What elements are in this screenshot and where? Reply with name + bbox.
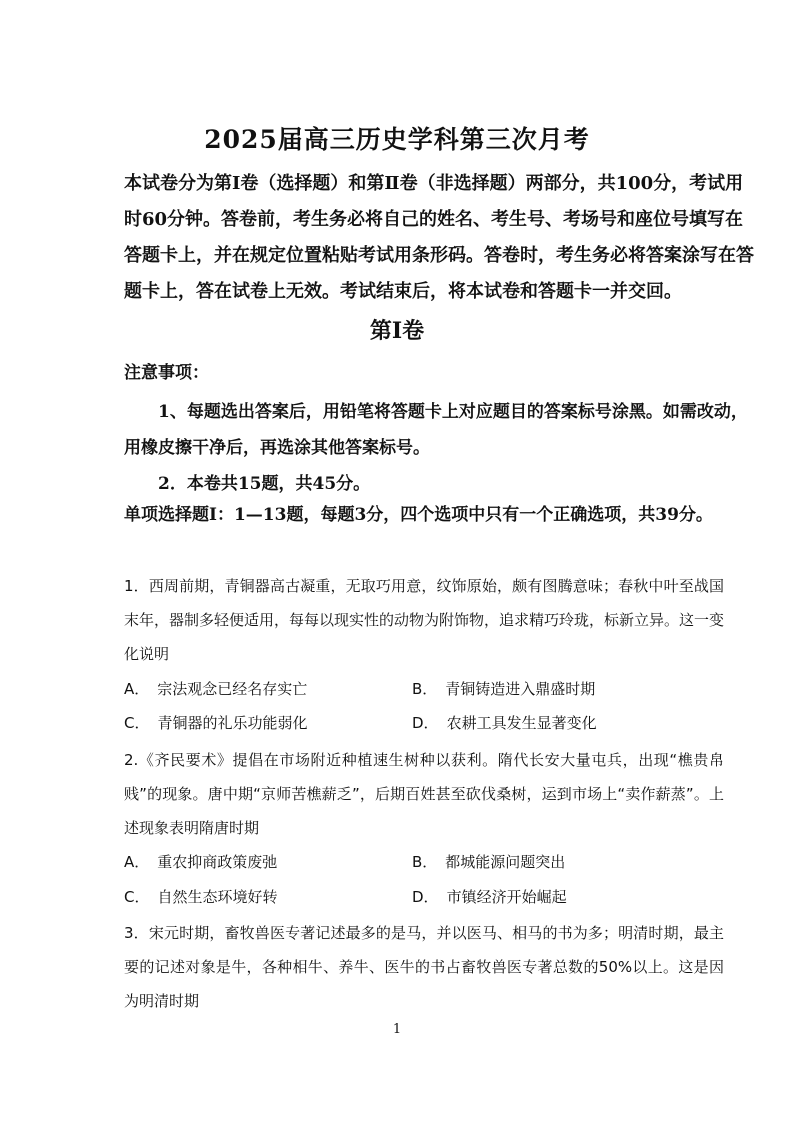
option-letter: C． (124, 714, 150, 732)
option-text: 农耕工具发生显著变化 (446, 714, 597, 732)
part-heading: 单项选择题Ⅰ：1—13题，每题3分，四个选项中只有一个正确选项，共39分。 (124, 505, 713, 525)
answer-option-b (412, 850, 565, 874)
option-text: 青铜器的礼乐功能弱化 (157, 714, 308, 732)
notice-item: 2．本卷共15题，共45分。 (158, 474, 371, 494)
option-text: 自然生态环境好转 (157, 888, 278, 906)
answer-option-d (412, 711, 597, 735)
option-text: 市镇经济开始崛起 (446, 888, 567, 906)
option-letter: D． (412, 888, 439, 906)
answer-option-a (124, 850, 277, 874)
question-stem: 3．宋元时期，畜牧兽医专著记述最多的是马，并以医马、相马的书为多；明清时期，最主要的记述对象是牛，各种相牛、养牛、医牛的书占畜牧兽医专著总数的50%以上。这是因为明清时期 (124, 924, 725, 1010)
answer-option-a (124, 677, 307, 701)
answer-option-b (412, 677, 595, 701)
exam-title: 2025届高三历史学科第三次月考 (204, 125, 590, 154)
question-stem: 2.《齐民要术》提倡在市场附近种植速生树种以获利。隋代长安大量屯兵，出现“樵贵帛贱”的现象。唐中期“京师苦樵薪乏”，后期百姓甚至砍伐桑树，运到市场上“卖作薪蒸”。上述现象表明隋唐时期 (124, 751, 724, 837)
exam-instructions: 本试卷分为第Ⅰ卷（选择题）和第Ⅱ卷（非选择题）两部分，共100分，考试用时60分钟。答卷前，考生务必将自己的姓名、考生号、考场号和座位号填写在答题卡上，并在规定位置粘贴考试用条形码。答卷时，考生务必将答案涂写在答题卡上，答在试卷上无效。考试结束后，将本试卷和答题卡一并交回。 (124, 173, 754, 302)
question-stem: 1．西周前期，青铜器高古凝重，无取巧用意，纹饰原始，颇有图腾意味；春秋中叶至战国末年，器制多轻便适用，每每以现实性的动物为附饰物，追求精巧玲珑，标新立异。这一变化说明 (124, 577, 725, 663)
option-letter: B． (412, 853, 438, 871)
option-text: 重农抑商政策废弛 (157, 853, 278, 871)
option-text: 宗法观念已经名存实亡 (157, 680, 308, 698)
option-text: 都城能源问题突出 (445, 853, 566, 871)
option-letter: A． (124, 680, 150, 698)
answer-option-c (124, 885, 278, 909)
option-text: 青铜铸造进入鼎盛时期 (445, 680, 596, 698)
section-title: 第Ⅰ卷 (369, 318, 425, 344)
answer-option-c (124, 711, 308, 735)
option-letter: C． (124, 888, 150, 906)
notice-item: 1、每题选出答案后，用铅笔将答题卡上对应题目的答案标号涂黑。如需改动，用橡皮擦干净后，再选涂其他答案标号。 (124, 402, 748, 458)
answer-option-d (412, 885, 567, 909)
option-letter: A． (124, 853, 150, 871)
option-letter: D． (412, 714, 439, 732)
notice-heading: 注意事项： (124, 363, 209, 383)
page-number: 1 (392, 1022, 402, 1037)
option-letter: B． (412, 680, 438, 698)
